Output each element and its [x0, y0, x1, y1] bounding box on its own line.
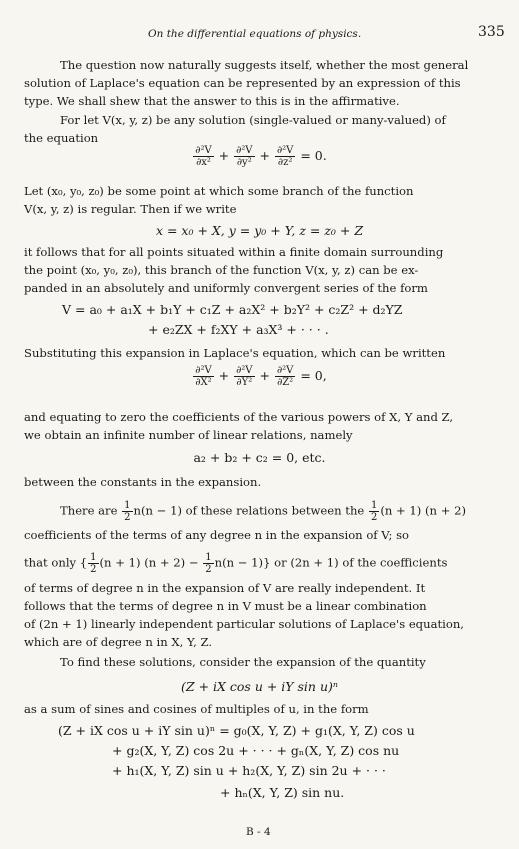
fraction-numerator: 1 — [370, 500, 378, 511]
text-line: we obtain an infinite number of linear relations, namely — [24, 428, 353, 442]
text-line: The question now naturally suggests itself, whether the most general — [60, 58, 469, 72]
equation-expansion-line-2: + g₂(X, Y, Z) cos 2u + · · · + gₙ(X, Y, Z) cos nu — [112, 743, 400, 758]
fraction-numerator: 1 — [90, 552, 97, 563]
fraction-denominator: ∂Z² — [277, 377, 294, 388]
text-line: To find these solutions, consider the expansion of the quantity — [60, 655, 426, 669]
text-line: V(x, y, z) is regular. Then if we write — [24, 202, 237, 216]
fraction-denominator: 2 — [370, 512, 378, 523]
text-line: and equating to zero the coefficients of the various powers of X, Y and Z, — [24, 410, 454, 424]
fraction-denominator: ∂y² — [236, 157, 252, 168]
text-line: Substituting this expansion in Laplace's equation, which can be written — [24, 346, 446, 360]
text-line: it follows that for all points situated within a finite domain surrounding — [24, 245, 444, 259]
signature-mark: B - 4 — [246, 826, 271, 838]
fraction-denominator: 2 — [205, 564, 212, 575]
fraction-numerator: ∂²V — [276, 365, 294, 376]
text-line: of (2n + 1) linearly independent particular solutions of Laplace's equation, — [24, 617, 464, 631]
equation-expansion-line-3: + h₁(X, Y, Z) sin u + h₂(X, Y, Z) sin 2u + · · · — [112, 763, 386, 778]
equation-series-line-1: V = a₀ + a₁X + b₁Y + c₁Z + a₂X² + b₂Y² + c₂Z² + d₂YZ — [62, 302, 403, 317]
fraction-numerator: 1 — [124, 500, 131, 511]
text-line: between the constants in the expansion. — [24, 475, 262, 489]
text-segment: n(n − 1) of these relations between the — [133, 503, 365, 518]
equation-expansion-line-4: + hₙ(X, Y, Z) sin nu. — [220, 785, 345, 800]
text-line: coefficients of the terms of any degree n in the expansion of V; so — [24, 528, 410, 542]
equation-tail: = 0. — [300, 148, 327, 163]
text-line: solution of Laplace's equation can be represented by an expression of this — [24, 76, 461, 90]
equation-substitution: x = x₀ + X, y = y₀ + Y, z = z₀ + Z — [155, 223, 364, 238]
fraction-denominator: 2 — [124, 512, 131, 523]
text-line: panded in an absolutely and uniformly convergent series of the form — [24, 281, 428, 295]
text-line — [24, 552, 447, 575]
text-line: as a sum of sines and cosines of multiples of u, in the form — [24, 702, 369, 716]
fraction-numerator: 1 — [205, 552, 212, 563]
text-segment: n(n − 1)} or (2n + 1) of the coefficients — [214, 555, 448, 570]
equation-expansion-line-1: (Z + iX cos u + iY sin u)ⁿ = g₀(X, Y, Z) + g₁(X, Y, Z) cos u — [58, 723, 415, 738]
equation-laplace-capital: $\frac{\text{∂²V}}{\text{∂X²}}$ + $\frac{\text{∂²V}}{\text{∂Y²}}$ + $\frac{\text{∂²V}}{\text{∂Z²}}$ = 0, — [195, 365, 327, 388]
running-title: On the differential equations of physics. — [148, 28, 362, 40]
fraction-denominator: ∂X² — [195, 377, 212, 388]
text-line — [60, 500, 466, 523]
equation-linear-relation: a₂ + b₂ + c₂ = 0, etc. — [193, 450, 326, 465]
text-line: For let V(x, y, z) be any solution (single-valued or many-valued) of — [60, 113, 446, 127]
text-line: which are of degree n in X, Y, Z. — [24, 635, 213, 649]
equation-series-line-2: + e₂ZX + f₂XY + a₃X³ + · · · . — [148, 322, 329, 337]
text-line: the equation — [24, 131, 99, 145]
fraction-numerator: ∂²V — [236, 365, 253, 376]
fraction-numerator: ∂²V — [195, 145, 212, 156]
equation-tail: = 0, — [300, 368, 327, 383]
fraction-denominator: 2 — [90, 564, 97, 575]
text-segment: that only { — [24, 555, 88, 570]
text-line: the point (x₀, y₀, z₀), this branch of the function V(x, y, z) can be ex- — [24, 263, 419, 277]
text-segment: (n + 1) (n + 2) − — [99, 555, 199, 570]
page-number: 335 — [478, 24, 505, 40]
equation-laplace: $\frac{\text{∂²V}}{\text{∂x²}}$ + $\frac{\text{∂²V}}{\text{∂y²}}$ + $\frac{\text{∂²V}}{\text{∂z²}}$ = 0. — [195, 145, 327, 168]
text-line: Let (x₀, y₀, z₀) be some point at which some branch of the function — [24, 184, 414, 198]
equation-quantity: (Z + iX cos u + iY sin u)ⁿ — [181, 679, 338, 694]
fraction-denominator: ∂x² — [196, 157, 211, 168]
fraction-numerator: ∂²V — [195, 365, 212, 376]
fraction-numerator: ∂²V — [236, 145, 253, 156]
text-line: of terms of degree n in the expansion of V are really independent. It — [24, 581, 426, 595]
text-segment: There are — [60, 503, 118, 518]
text-line: follows that the terms of degree n in V must be a linear combination — [24, 599, 427, 613]
fraction-numerator: ∂²V — [276, 145, 294, 156]
text-segment: (n + 1) (n + 2) — [380, 503, 466, 518]
fraction-denominator: ∂z² — [277, 157, 293, 168]
fraction-denominator: ∂Y² — [236, 377, 253, 388]
text-line: type. We shall shew that the answer to this is in the affirmative. — [24, 94, 400, 108]
